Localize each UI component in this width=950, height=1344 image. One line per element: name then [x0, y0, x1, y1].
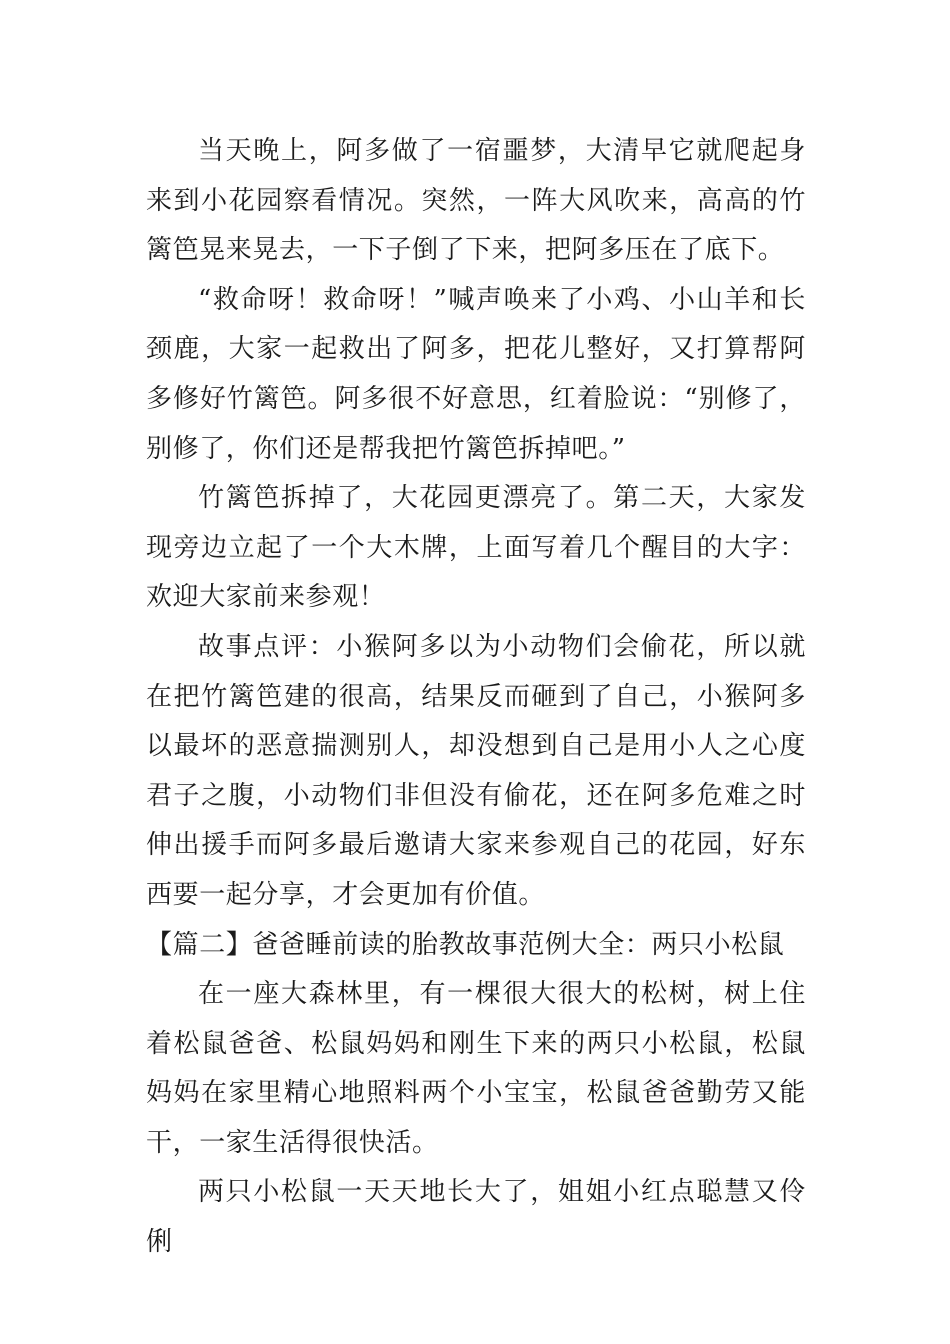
paragraph-nightmare: 当天晚上，阿多做了一宿噩梦，大清早它就爬起身来到小花园察看情况。突然，一阵大风吹来，高高的竹篱笆晃来晃去，一下子倒了下来，把阿多压在了底下。 — [146, 136, 806, 266]
paragraph-forest: 在一座大森林里，有一棵很大很大的松树，树上住着松鼠爸爸、松鼠妈妈和刚生下来的两只小松鼠，松鼠妈妈在家里精心地照料两个小宝宝，松鼠爸爸勤劳又能干，一家生活得很快活。 — [146, 979, 806, 1158]
section-heading: 【篇二】爸爸睡前读的胎教故事范例大全：两只小松鼠 — [146, 929, 785, 960]
paragraph-story-review: 故事点评：小猴阿多以为小动物们会偷花，所以就在把竹篱笆建的很高，结果反而砸到了自己，小猴阿多以最坏的恶意揣测别人，却没想到自己是用小人之心度君子之腹，小动物们非但没有偷花，还在阿多危难之时伸出援手而阿多最后邀请大家来参观自己的花园，好东西要一起分享，才会更加有价值。 — [146, 631, 806, 910]
paragraph-rescue: “救命呀！救命呀！”喊声唤来了小鸡、小山羊和长颈鹿，大家一起救出了阿多，把花儿整好，又打算帮阿多修好竹篱笆。阿多很不好意思，红着脸说：“别修了，别修了，你们还是帮我把竹篱笆拆掉吧。” — [146, 284, 806, 464]
paragraph-squirrels-grow: 两只小松鼠一天天地长大了，姐姐小红点聪慧又伶俐 — [146, 1177, 806, 1258]
document-body — [146, 127, 806, 1268]
paragraph-welcome-sign: 竹篱笆拆掉了，大花园更漂亮了。第二天，大家发现旁边立起了一个大木牌，上面写着几个醒目的大字：欢迎大家前来参观！ — [146, 483, 806, 613]
